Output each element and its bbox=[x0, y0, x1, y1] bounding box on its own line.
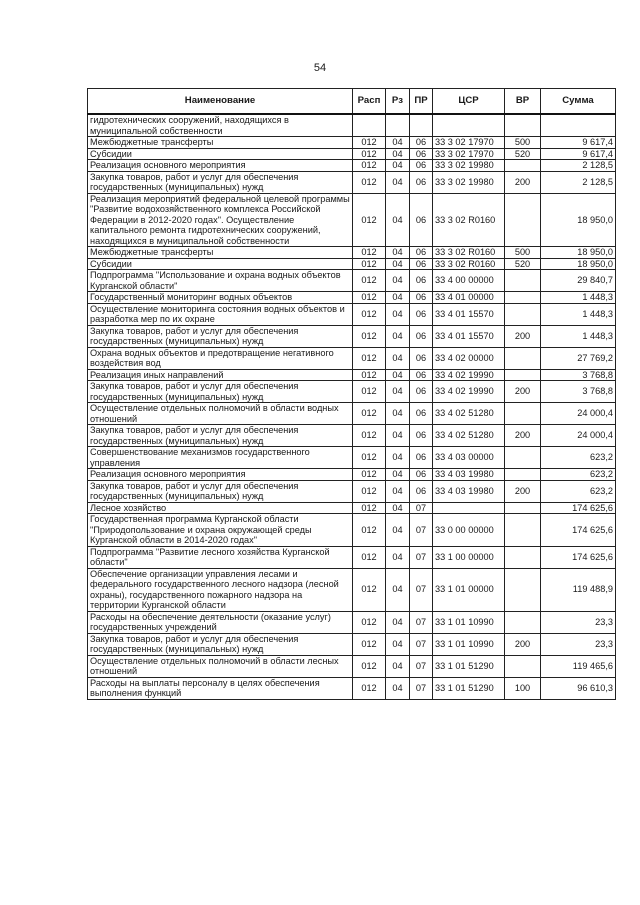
cell-csr: 33 4 02 51280 bbox=[433, 403, 505, 425]
cell-rasp: 012 bbox=[353, 137, 386, 149]
header-rz: Рз bbox=[386, 89, 410, 115]
table-row bbox=[88, 148, 616, 160]
cell-rasp: 012 bbox=[353, 160, 386, 172]
cell-rz: 04 bbox=[386, 347, 410, 369]
cell-sum: 623,2 bbox=[541, 469, 616, 481]
cell-rasp: 012 bbox=[353, 303, 386, 325]
cell-name: Расходы на выплаты персоналу в целях обеспечения выполнения функций bbox=[88, 677, 353, 699]
cell-pr: 06 bbox=[410, 137, 433, 149]
cell-rz bbox=[386, 114, 410, 137]
cell-name: Осуществление отдельных полномочий в области водных отношений bbox=[88, 403, 353, 425]
page-number: 54 bbox=[313, 62, 327, 74]
cell-pr: 06 bbox=[410, 347, 433, 369]
table-row bbox=[88, 403, 616, 425]
table-row bbox=[88, 677, 616, 699]
cell-csr: 33 4 03 00000 bbox=[433, 447, 505, 469]
cell-pr bbox=[410, 114, 433, 137]
cell-pr: 06 bbox=[410, 425, 433, 447]
cell-csr: 33 1 00 00000 bbox=[433, 546, 505, 568]
cell-rasp: 012 bbox=[353, 258, 386, 270]
cell-sum: 23,3 bbox=[541, 611, 616, 633]
header-vr: ВР bbox=[505, 89, 541, 115]
cell-vr bbox=[505, 193, 541, 247]
cell-rz: 04 bbox=[386, 369, 410, 381]
cell-vr: 200 bbox=[505, 480, 541, 502]
cell-vr: 200 bbox=[505, 325, 541, 347]
cell-rz: 04 bbox=[386, 502, 410, 514]
cell-rasp: 012 bbox=[353, 193, 386, 247]
cell-csr: 33 4 02 00000 bbox=[433, 347, 505, 369]
cell-csr: 33 4 00 00000 bbox=[433, 270, 505, 292]
cell-sum: 18 950,0 bbox=[541, 193, 616, 247]
cell-pr: 06 bbox=[410, 292, 433, 304]
cell-vr bbox=[505, 369, 541, 381]
table-row bbox=[88, 655, 616, 677]
header-name: Наименование bbox=[88, 89, 353, 115]
table-row bbox=[88, 611, 616, 633]
cell-csr: 33 1 01 51290 bbox=[433, 677, 505, 699]
cell-pr: 06 bbox=[410, 381, 433, 403]
cell-sum: 27 769,2 bbox=[541, 347, 616, 369]
cell-csr: 33 3 02 19980 bbox=[433, 171, 505, 193]
table-row bbox=[88, 447, 616, 469]
cell-rz: 04 bbox=[386, 303, 410, 325]
cell-sum: 623,2 bbox=[541, 480, 616, 502]
cell-csr: 33 4 01 15570 bbox=[433, 325, 505, 347]
cell-vr bbox=[505, 303, 541, 325]
cell-rasp: 012 bbox=[353, 655, 386, 677]
cell-pr: 07 bbox=[410, 502, 433, 514]
cell-vr bbox=[505, 514, 541, 547]
cell-pr: 07 bbox=[410, 633, 433, 655]
table-row bbox=[88, 303, 616, 325]
cell-rz: 04 bbox=[386, 514, 410, 547]
cell-vr bbox=[505, 568, 541, 611]
table-row bbox=[88, 171, 616, 193]
table-row bbox=[88, 546, 616, 568]
cell-pr: 07 bbox=[410, 568, 433, 611]
cell-rasp: 012 bbox=[353, 480, 386, 502]
cell-name: Расходы на обеспечение деятельности (оказание услуг) государственных учреждений bbox=[88, 611, 353, 633]
cell-vr: 200 bbox=[505, 633, 541, 655]
cell-name: Осуществление отдельных полномочий в области лесных отношений bbox=[88, 655, 353, 677]
cell-name: Реализация основного мероприятия bbox=[88, 469, 353, 481]
table-header-row bbox=[88, 89, 616, 115]
cell-rasp: 012 bbox=[353, 546, 386, 568]
header-pr: ПР bbox=[410, 89, 433, 115]
table-row bbox=[88, 137, 616, 149]
cell-rasp: 012 bbox=[353, 514, 386, 547]
cell-csr bbox=[433, 114, 505, 137]
cell-csr: 33 4 02 19990 bbox=[433, 369, 505, 381]
cell-csr: 33 3 02 17970 bbox=[433, 137, 505, 149]
cell-sum: 3 768,8 bbox=[541, 369, 616, 381]
cell-rz: 04 bbox=[386, 148, 410, 160]
cell-csr: 33 4 03 19980 bbox=[433, 469, 505, 481]
cell-sum: 2 128,5 bbox=[541, 171, 616, 193]
cell-vr bbox=[505, 655, 541, 677]
cell-rz: 04 bbox=[386, 655, 410, 677]
header-csr: ЦСР bbox=[433, 89, 505, 115]
cell-pr: 07 bbox=[410, 611, 433, 633]
cell-rz: 04 bbox=[386, 425, 410, 447]
cell-vr: 100 bbox=[505, 677, 541, 699]
cell-vr bbox=[505, 546, 541, 568]
cell-csr: 33 1 01 51290 bbox=[433, 655, 505, 677]
cell-pr: 06 bbox=[410, 325, 433, 347]
cell-rasp: 012 bbox=[353, 611, 386, 633]
cell-name: Обеспечение организации управления лесами и федерального государственного лесного надзора (лесной охраны), государственного пожарного надзора на территории Курганской области bbox=[88, 568, 353, 611]
cell-sum: 3 768,8 bbox=[541, 381, 616, 403]
cell-csr: 33 3 02 19980 bbox=[433, 160, 505, 172]
cell-rz: 04 bbox=[386, 381, 410, 403]
cell-rz: 04 bbox=[386, 568, 410, 611]
cell-pr: 06 bbox=[410, 160, 433, 172]
cell-rasp: 012 bbox=[353, 425, 386, 447]
cell-name: Подпрограмма "Развитие лесного хозяйства Курганской области" bbox=[88, 546, 353, 568]
cell-pr: 07 bbox=[410, 677, 433, 699]
header-sum: Сумма bbox=[541, 89, 616, 115]
cell-csr: 33 3 02 17970 bbox=[433, 148, 505, 160]
cell-rz: 04 bbox=[386, 270, 410, 292]
table-row bbox=[88, 369, 616, 381]
cell-rasp: 012 bbox=[353, 447, 386, 469]
cell-csr bbox=[433, 502, 505, 514]
cell-rasp: 012 bbox=[353, 568, 386, 611]
cell-rasp: 012 bbox=[353, 469, 386, 481]
cell-rasp: 012 bbox=[353, 247, 386, 259]
cell-name: Межбюджетные трансферты bbox=[88, 137, 353, 149]
cell-name: Закупка товаров, работ и услуг для обеспечения государственных (муниципальных) нужд bbox=[88, 425, 353, 447]
cell-rasp: 012 bbox=[353, 292, 386, 304]
cell-sum: 9 617,4 bbox=[541, 148, 616, 160]
cell-pr: 06 bbox=[410, 480, 433, 502]
cell-rz: 04 bbox=[386, 325, 410, 347]
cell-vr: 520 bbox=[505, 258, 541, 270]
cell-pr: 06 bbox=[410, 369, 433, 381]
cell-csr: 33 1 01 00000 bbox=[433, 568, 505, 611]
cell-rasp bbox=[353, 114, 386, 137]
cell-sum: 24 000,4 bbox=[541, 403, 616, 425]
cell-vr: 520 bbox=[505, 148, 541, 160]
table-row bbox=[88, 292, 616, 304]
table-row bbox=[88, 502, 616, 514]
cell-rasp: 012 bbox=[353, 347, 386, 369]
cell-vr bbox=[505, 469, 541, 481]
cell-vr: 500 bbox=[505, 137, 541, 149]
cell-rz: 04 bbox=[386, 633, 410, 655]
cell-sum: 174 625,6 bbox=[541, 546, 616, 568]
table-row bbox=[88, 258, 616, 270]
table-row bbox=[88, 633, 616, 655]
cell-vr bbox=[505, 447, 541, 469]
cell-vr bbox=[505, 160, 541, 172]
table-body bbox=[88, 114, 616, 699]
cell-sum: 24 000,4 bbox=[541, 425, 616, 447]
cell-rz: 04 bbox=[386, 258, 410, 270]
cell-sum: 2 128,5 bbox=[541, 160, 616, 172]
cell-sum: 18 950,0 bbox=[541, 247, 616, 259]
cell-sum: 9 617,4 bbox=[541, 137, 616, 149]
cell-sum: 1 448,3 bbox=[541, 292, 616, 304]
table-row bbox=[88, 514, 616, 547]
cell-sum: 174 625,6 bbox=[541, 502, 616, 514]
cell-vr bbox=[505, 114, 541, 137]
table-row bbox=[88, 114, 616, 137]
cell-pr: 06 bbox=[410, 193, 433, 247]
cell-pr: 07 bbox=[410, 514, 433, 547]
table-row bbox=[88, 480, 616, 502]
cell-sum: 23,3 bbox=[541, 633, 616, 655]
table-row bbox=[88, 568, 616, 611]
cell-rz: 04 bbox=[386, 171, 410, 193]
cell-name: Закупка товаров, работ и услуг для обеспечения государственных (муниципальных) нужд bbox=[88, 633, 353, 655]
cell-pr: 06 bbox=[410, 247, 433, 259]
cell-pr: 07 bbox=[410, 546, 433, 568]
cell-name: Совершенствование механизмов государственного управления bbox=[88, 447, 353, 469]
cell-vr bbox=[505, 292, 541, 304]
cell-rasp: 012 bbox=[353, 325, 386, 347]
cell-sum: 119 465,6 bbox=[541, 655, 616, 677]
cell-pr: 07 bbox=[410, 655, 433, 677]
cell-name: Субсидии bbox=[88, 258, 353, 270]
cell-csr: 33 1 01 10990 bbox=[433, 611, 505, 633]
cell-name: Осуществление мониторинга состояния водных объектов и разработка мер по их охране bbox=[88, 303, 353, 325]
cell-sum: 174 625,6 bbox=[541, 514, 616, 547]
cell-pr: 06 bbox=[410, 447, 433, 469]
cell-pr: 06 bbox=[410, 403, 433, 425]
cell-pr: 06 bbox=[410, 258, 433, 270]
cell-name: Подпрограмма "Использование и охрана водных объектов Курганской области" bbox=[88, 270, 353, 292]
cell-vr: 200 bbox=[505, 381, 541, 403]
cell-rz: 04 bbox=[386, 292, 410, 304]
cell-name: Закупка товаров, работ и услуг для обеспечения государственных (муниципальных) нужд bbox=[88, 325, 353, 347]
cell-rasp: 012 bbox=[353, 403, 386, 425]
cell-sum: 623,2 bbox=[541, 447, 616, 469]
cell-rasp: 012 bbox=[353, 369, 386, 381]
cell-sum: 1 448,3 bbox=[541, 325, 616, 347]
cell-name: Закупка товаров, работ и услуг для обеспечения государственных (муниципальных) нужд bbox=[88, 480, 353, 502]
cell-csr: 33 4 02 19990 bbox=[433, 381, 505, 403]
cell-csr: 33 3 02 R0160 bbox=[433, 193, 505, 247]
cell-csr: 33 4 03 19980 bbox=[433, 480, 505, 502]
cell-sum: 29 840,7 bbox=[541, 270, 616, 292]
cell-rz: 04 bbox=[386, 403, 410, 425]
cell-rasp: 012 bbox=[353, 502, 386, 514]
cell-rz: 04 bbox=[386, 160, 410, 172]
cell-vr bbox=[505, 611, 541, 633]
cell-name: Реализация мероприятий федеральной целевой программы "Развитие водохозяйственного комплекса Российской Федерации в 2012-2020 годах". Осуществление капитального ремонта гидротехнических сооружений, находящихся в муниципальной собственности bbox=[88, 193, 353, 247]
cell-rasp: 012 bbox=[353, 148, 386, 160]
cell-name: Реализация иных направлений bbox=[88, 369, 353, 381]
cell-rz: 04 bbox=[386, 480, 410, 502]
cell-sum: 18 950,0 bbox=[541, 258, 616, 270]
cell-rz: 04 bbox=[386, 137, 410, 149]
cell-name: Охрана водных объектов и предотвращение негативного воздействия вод bbox=[88, 347, 353, 369]
cell-rz: 04 bbox=[386, 447, 410, 469]
cell-vr bbox=[505, 347, 541, 369]
table-row bbox=[88, 425, 616, 447]
cell-pr: 06 bbox=[410, 148, 433, 160]
cell-rasp: 012 bbox=[353, 633, 386, 655]
cell-name: Межбюджетные трансферты bbox=[88, 247, 353, 259]
cell-vr: 200 bbox=[505, 171, 541, 193]
cell-vr: 500 bbox=[505, 247, 541, 259]
cell-csr: 33 4 02 51280 bbox=[433, 425, 505, 447]
cell-rz: 04 bbox=[386, 193, 410, 247]
table-row bbox=[88, 381, 616, 403]
cell-rasp: 012 bbox=[353, 677, 386, 699]
budget-table bbox=[87, 88, 616, 700]
cell-pr: 06 bbox=[410, 171, 433, 193]
table-row bbox=[88, 160, 616, 172]
cell-name: гидротехнических сооружений, находящихся в муниципальной собственности bbox=[88, 114, 353, 137]
header-rasp: Расп bbox=[353, 89, 386, 115]
cell-name: Закупка товаров, работ и услуг для обеспечения государственных (муниципальных) нужд bbox=[88, 381, 353, 403]
cell-csr: 33 3 02 R0160 bbox=[433, 258, 505, 270]
cell-name: Субсидии bbox=[88, 148, 353, 160]
cell-vr bbox=[505, 403, 541, 425]
cell-pr: 06 bbox=[410, 270, 433, 292]
table-row bbox=[88, 270, 616, 292]
cell-vr bbox=[505, 502, 541, 514]
cell-vr: 200 bbox=[505, 425, 541, 447]
cell-rz: 04 bbox=[386, 677, 410, 699]
cell-name: Лесное хозяйство bbox=[88, 502, 353, 514]
cell-rasp: 012 bbox=[353, 381, 386, 403]
cell-sum: 96 610,3 bbox=[541, 677, 616, 699]
cell-rz: 04 bbox=[386, 247, 410, 259]
cell-name: Государственная программа Курганской области "Природопользование и охрана окружающей среды Курганской области в 2014-2020 годах" bbox=[88, 514, 353, 547]
cell-csr: 33 0 00 00000 bbox=[433, 514, 505, 547]
cell-csr: 33 4 01 00000 bbox=[433, 292, 505, 304]
cell-name: Реализация основного мероприятия bbox=[88, 160, 353, 172]
table-row bbox=[88, 247, 616, 259]
table-row bbox=[88, 469, 616, 481]
cell-vr bbox=[505, 270, 541, 292]
cell-rz: 04 bbox=[386, 546, 410, 568]
cell-csr: 33 3 02 R0160 bbox=[433, 247, 505, 259]
cell-sum: 1 448,3 bbox=[541, 303, 616, 325]
cell-rasp: 012 bbox=[353, 171, 386, 193]
table-row bbox=[88, 325, 616, 347]
cell-pr: 06 bbox=[410, 303, 433, 325]
cell-csr: 33 4 01 15570 bbox=[433, 303, 505, 325]
table-row bbox=[88, 347, 616, 369]
cell-csr: 33 1 01 10990 bbox=[433, 633, 505, 655]
cell-name: Закупка товаров, работ и услуг для обеспечения государственных (муниципальных) нужд bbox=[88, 171, 353, 193]
cell-sum: 119 488,9 bbox=[541, 568, 616, 611]
cell-rz: 04 bbox=[386, 611, 410, 633]
cell-name: Государственный мониторинг водных объектов bbox=[88, 292, 353, 304]
cell-rasp: 012 bbox=[353, 270, 386, 292]
cell-pr: 06 bbox=[410, 469, 433, 481]
cell-rz: 04 bbox=[386, 469, 410, 481]
table-row bbox=[88, 193, 616, 247]
cell-sum bbox=[541, 114, 616, 137]
